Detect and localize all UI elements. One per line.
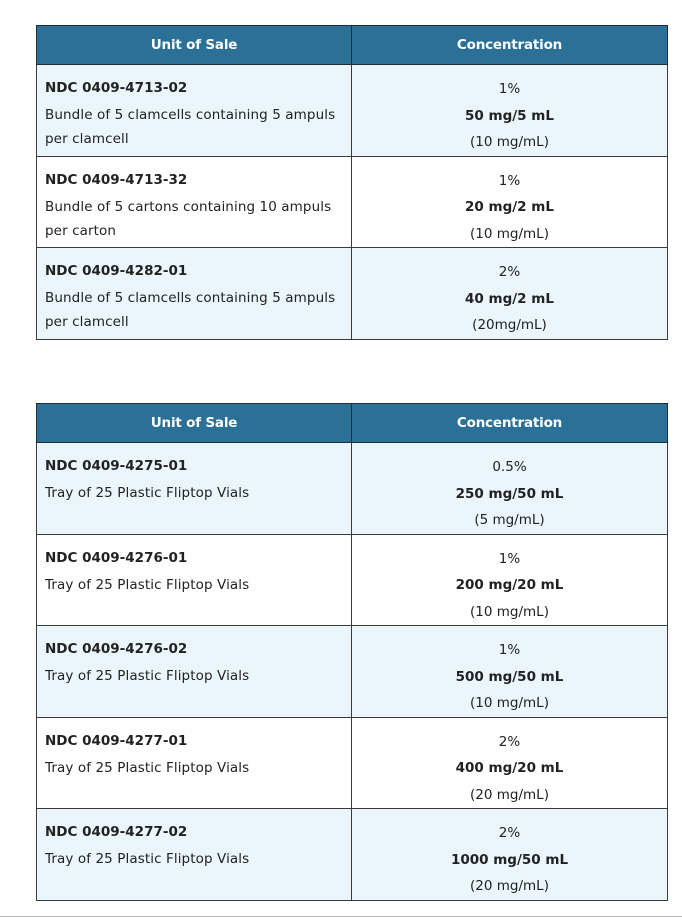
unit-description: Tray of 25 Plastic Fliptop Vials <box>45 851 250 867</box>
concentration-cell <box>352 534 668 626</box>
header-unit-of-sale: Unit of Sale <box>37 26 352 65</box>
unit-cell <box>37 809 352 901</box>
concentration-per-ml: (20 mg/mL) <box>470 878 549 894</box>
concentration-per-ml: (20mg/mL) <box>472 317 547 333</box>
ndc-code: NDC 0409-4277-01 <box>45 732 188 749</box>
unit-description: Tray of 25 Plastic Fliptop Vials <box>45 576 250 593</box>
header-concentration: Concentration <box>352 26 668 65</box>
concentration-per-ml: (5 mg/mL) <box>474 512 545 528</box>
concentration-amount: 400 mg/20 mL <box>455 760 564 776</box>
table-row <box>37 809 668 901</box>
unit-cell <box>37 65 352 157</box>
concentration-cell <box>352 65 668 157</box>
concentration-amount: 500 mg/50 mL <box>455 668 564 685</box>
concentration-per-ml: (10 mg/mL) <box>470 134 549 150</box>
unit-description: Bundle of 5 clamcells containing 5 ampuls per clamcell <box>45 107 336 147</box>
unit-cell <box>37 717 352 809</box>
unit-description: Bundle of 5 clamcells containing 5 ampuls per clamcell <box>45 290 336 330</box>
concentration-amount: 1000 mg/50 mL <box>450 851 569 868</box>
ndc-code: NDC 0409-4282-01 <box>45 263 188 279</box>
concentration-per-ml: (20 mg/mL) <box>470 786 549 803</box>
table-header-row <box>37 26 668 65</box>
header-concentration: Concentration <box>352 404 668 443</box>
ndc-code: NDC 0409-4276-02 <box>45 641 188 657</box>
ndc-table-ampuls <box>36 25 668 340</box>
table-row <box>37 443 668 535</box>
concentration-percent: 2% <box>498 264 521 280</box>
concentration-cell <box>352 717 668 809</box>
concentration-percent: 1% <box>498 550 521 567</box>
concentration-amount: 250 mg/50 mL <box>455 485 564 502</box>
table-row <box>37 248 668 340</box>
unit-description: Tray of 25 Plastic Fliptop Vials <box>45 485 250 501</box>
unit-cell <box>37 534 352 626</box>
concentration-cell <box>352 248 668 340</box>
unit-cell <box>37 156 352 248</box>
unit-cell <box>37 248 352 340</box>
unit-description: Tray of 25 Plastic Fliptop Vials <box>45 759 250 776</box>
table-row <box>37 156 668 248</box>
concentration-cell <box>352 156 668 248</box>
table-row <box>37 626 668 718</box>
header-unit-of-sale: Unit of Sale <box>37 404 352 443</box>
concentration-percent: 1% <box>498 642 521 658</box>
concentration-cell <box>352 443 668 535</box>
table-header-row <box>37 404 668 443</box>
ndc-code: NDC 0409-4277-02 <box>45 824 188 840</box>
ndc-code: NDC 0409-4275-01 <box>45 458 188 474</box>
table-row <box>37 534 668 626</box>
ndc-table-vials <box>36 403 668 901</box>
table-row <box>37 65 668 157</box>
unit-description: Tray of 25 Plastic Fliptop Vials <box>45 668 250 684</box>
concentration-amount: 20 mg/2 mL <box>465 199 554 215</box>
concentration-amount: 50 mg/5 mL <box>465 107 554 124</box>
concentration-percent: 1% <box>498 172 521 189</box>
concentration-per-ml: (10 mg/mL) <box>470 603 549 620</box>
ndc-code: NDC 0409-4713-02 <box>45 80 188 96</box>
concentration-percent: 1% <box>498 81 521 97</box>
ndc-code: NDC 0409-4713-32 <box>45 171 188 188</box>
concentration-percent: 2% <box>498 825 521 841</box>
concentration-percent: 0.5% <box>492 459 527 475</box>
concentration-amount: 200 mg/20 mL <box>455 577 564 593</box>
ndc-code: NDC 0409-4276-01 <box>45 549 188 566</box>
table-row <box>37 717 668 809</box>
concentration-cell <box>352 626 668 718</box>
page-divider <box>0 916 682 917</box>
concentration-per-ml: (10 mg/mL) <box>470 225 549 242</box>
concentration-amount: 40 mg/2 mL <box>465 290 554 307</box>
concentration-cell <box>352 809 668 901</box>
unit-description: Bundle of 5 cartons containing 10 ampuls per carton <box>45 198 332 239</box>
concentration-per-ml: (10 mg/mL) <box>470 695 549 711</box>
unit-cell <box>37 626 352 718</box>
concentration-percent: 2% <box>498 733 521 750</box>
unit-cell <box>37 443 352 535</box>
